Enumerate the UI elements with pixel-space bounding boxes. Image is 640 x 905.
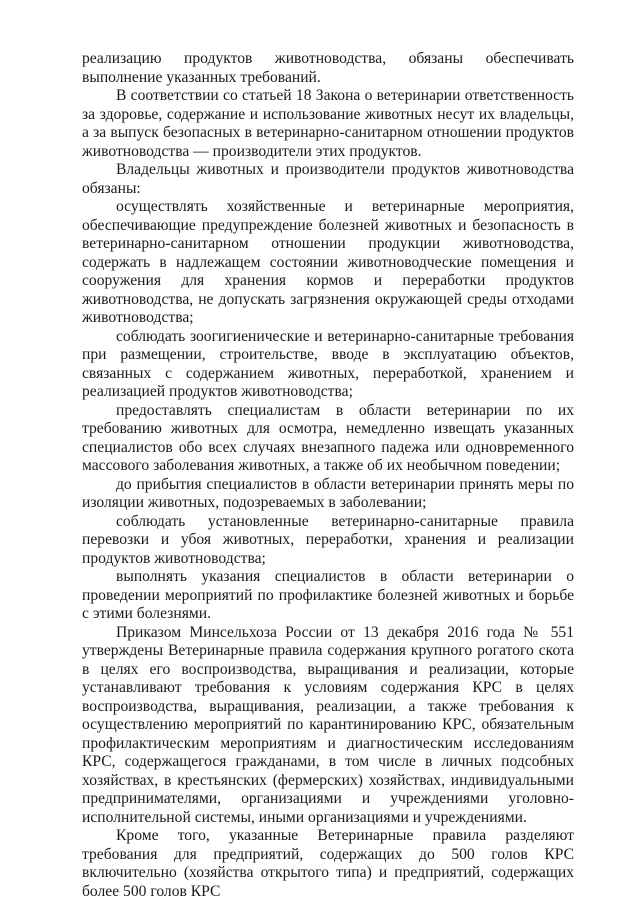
paragraph-9: выполнять указания специалистов в области ветеринарии о проведении мероприятий по профилактике болезней животных и борьбе с этими болезнями. [82,568,574,622]
paragraph-7: до прибытия специалистов в области ветеринарии принять меры по изоляции животных, подозреваемых в заболевании; [82,475,574,511]
paragraph-5: соблюдать зоогигиенические и ветеринарно-санитарные требования при размещении, строительстве, вводе в эксплуатацию объектов, связанных с содержанием животных, переработкой, хранением и реализацией продуктов животноводства; [82,327,574,400]
paragraph-4: осуществлять хозяйственные и ветеринарные мероприятия, обеспечивающие предупреждение болезней животных и безопасность в ветеринарно-санитарном отношении продукции животноводства, содержать в надлежащем состоянии животноводческие помещения и сооружения для хранения кормов и переработки продуктов животноводства, не допускать загрязнения окружающей среды отходами животноводства; [82,198,574,326]
paragraph-3: Владельцы животных и производители продуктов животноводства обязаны: [82,161,574,197]
paragraph-11: Кроме того, указанные Ветеринарные правила разделяют требования для предприятий, содержащих до 500 голов КРС включительно (хозяйства открытого типа) и предприятий, содержащих более 500 голов КРС [82,827,574,900]
paragraph-8: соблюдать установленные ветеринарно-санитарные правила перевозки и убоя животных, переработки, хранения и реализации продуктов животноводства; [82,512,574,567]
paragraph-6: предоставлять специалистам в области ветеринарии по их требованию животных для осмотра, немедленно извещать указанных специалистов обо всех случаях внезапного падежа или одновременного массового заболевания животных, а также об их необычном поведении; [82,401,574,474]
paragraph-2: В соответствии со статьей 18 Закона о ветеринарии ответственность за здоровье, содержание и использование животных несут их владельцы, а за выпуск безопасных в ветеринарно-санитарном отношении продуктов животноводства — производители этих продуктов. [82,87,574,160]
paragraph-1: реализацию продуктов животноводства, обязаны обеспечивать выполнение указанных требований. [82,50,574,86]
paragraph-10: Приказом Минсельхоза России от 13 декабря 2016 года № 551 утверждены Ветеринарные правила содержания крупного рогатого скота в целях его воспроизводства, выращивания и реализации, которые устанавливают требования к условиям содержания КРС в целях воспроизводства, выращивания, реализации, а также требования к осуществлению мероприятий по карантинированию КРС, обязательным профилактическим мероприятиям и диагностическим исследованиям КРС, содержащегося гражданами, в том числе в личных подсобных хозяйствах, в крестьянских (фермерских) хозяйствах, индивидуальными предпринимателями, организациями и учреждениями уголовно-исполнительной системы, иными организациями и учреждениями. [82,623,574,826]
